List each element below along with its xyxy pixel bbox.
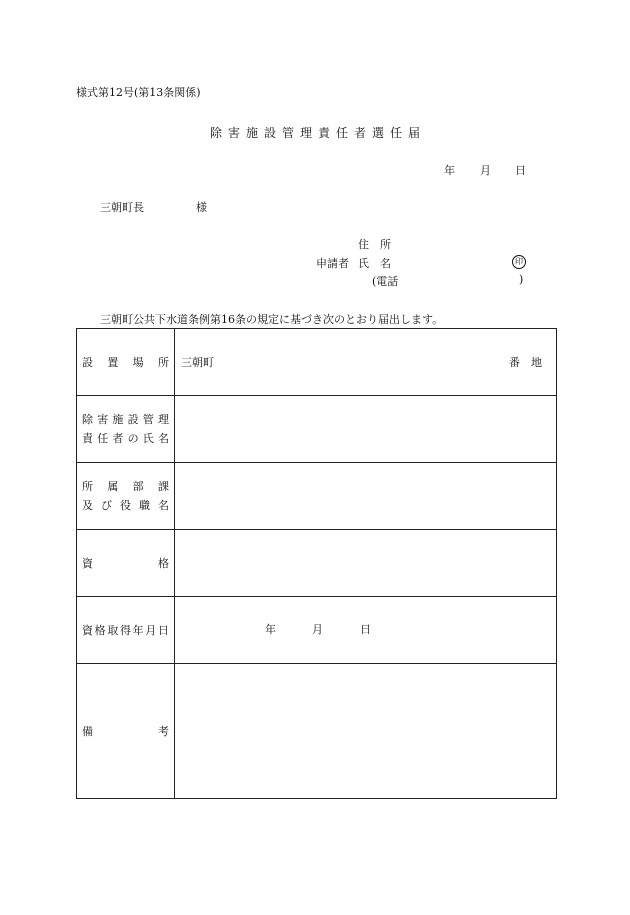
field-manager-name[interactable] bbox=[175, 396, 557, 463]
acquired-day-label: 日 bbox=[360, 622, 371, 636]
location-prefix: 三朝町 bbox=[181, 356, 214, 369]
label-manager-name-line1: 除 害 施 設 管 理 bbox=[82, 413, 169, 426]
notification-form-table bbox=[76, 328, 557, 799]
date-month-label: 月 bbox=[480, 164, 491, 177]
label-remarks bbox=[77, 664, 175, 799]
row-remarks bbox=[77, 664, 557, 799]
acquired-month-label: 月 bbox=[312, 622, 323, 636]
label-department bbox=[77, 463, 175, 530]
phone-open: (電話 bbox=[372, 275, 399, 288]
label-qualification-left: 資 bbox=[82, 556, 93, 570]
name-label: 氏 名 bbox=[358, 257, 391, 270]
field-remarks[interactable] bbox=[175, 664, 557, 799]
label-manager-name-line2: 責 任 者 の 氏 名 bbox=[82, 432, 169, 445]
label-manager-name bbox=[77, 396, 175, 463]
label-qualification-right: 格 bbox=[158, 556, 169, 570]
field-acquired-date[interactable] bbox=[175, 597, 557, 664]
form-number: 様式第12号(第13条関係) bbox=[76, 86, 201, 99]
label-location bbox=[77, 329, 175, 396]
row-location bbox=[77, 329, 557, 396]
field-department[interactable] bbox=[175, 463, 557, 530]
addressee-name: 三朝町長 bbox=[100, 201, 144, 214]
field-qualification[interactable] bbox=[175, 530, 557, 597]
applicant-role: 申請者 bbox=[316, 257, 349, 270]
acquired-year-label: 年 bbox=[265, 622, 276, 636]
label-acquired-date-text: 資 格 取 得 年 月 日 bbox=[82, 623, 169, 637]
date-year-label: 年 bbox=[444, 164, 455, 177]
field-location[interactable] bbox=[175, 329, 557, 396]
row-department bbox=[77, 463, 557, 530]
row-manager-name bbox=[77, 396, 557, 463]
label-acquired-date bbox=[77, 597, 175, 664]
label-qualification bbox=[77, 530, 175, 597]
address-label: 住 所 bbox=[358, 238, 391, 251]
document-title: 除害施設管理責任者選任届 bbox=[210, 126, 427, 140]
seal-icon: 印 bbox=[512, 255, 526, 269]
row-qualification bbox=[77, 530, 557, 597]
label-remarks-left: 備 bbox=[82, 724, 93, 738]
addressee-honorific: 様 bbox=[196, 201, 207, 214]
seal-mark bbox=[512, 254, 526, 269]
row-acquired-date bbox=[77, 597, 557, 664]
label-department-line1: 所 属 部 課 bbox=[82, 480, 169, 493]
intro-statement: 三朝町公共下水道条例第16条の規定に基づき次のとおり届出します。 bbox=[100, 313, 444, 326]
label-remarks-right: 考 bbox=[158, 724, 169, 738]
label-department-line2: 及 び 役 職 名 bbox=[82, 499, 169, 512]
phone-close: ) bbox=[519, 273, 524, 286]
label-location-text: 設 置 場 所 bbox=[82, 355, 169, 369]
date-day-label: 日 bbox=[515, 164, 526, 177]
location-suffix: 番 地 bbox=[509, 356, 542, 369]
